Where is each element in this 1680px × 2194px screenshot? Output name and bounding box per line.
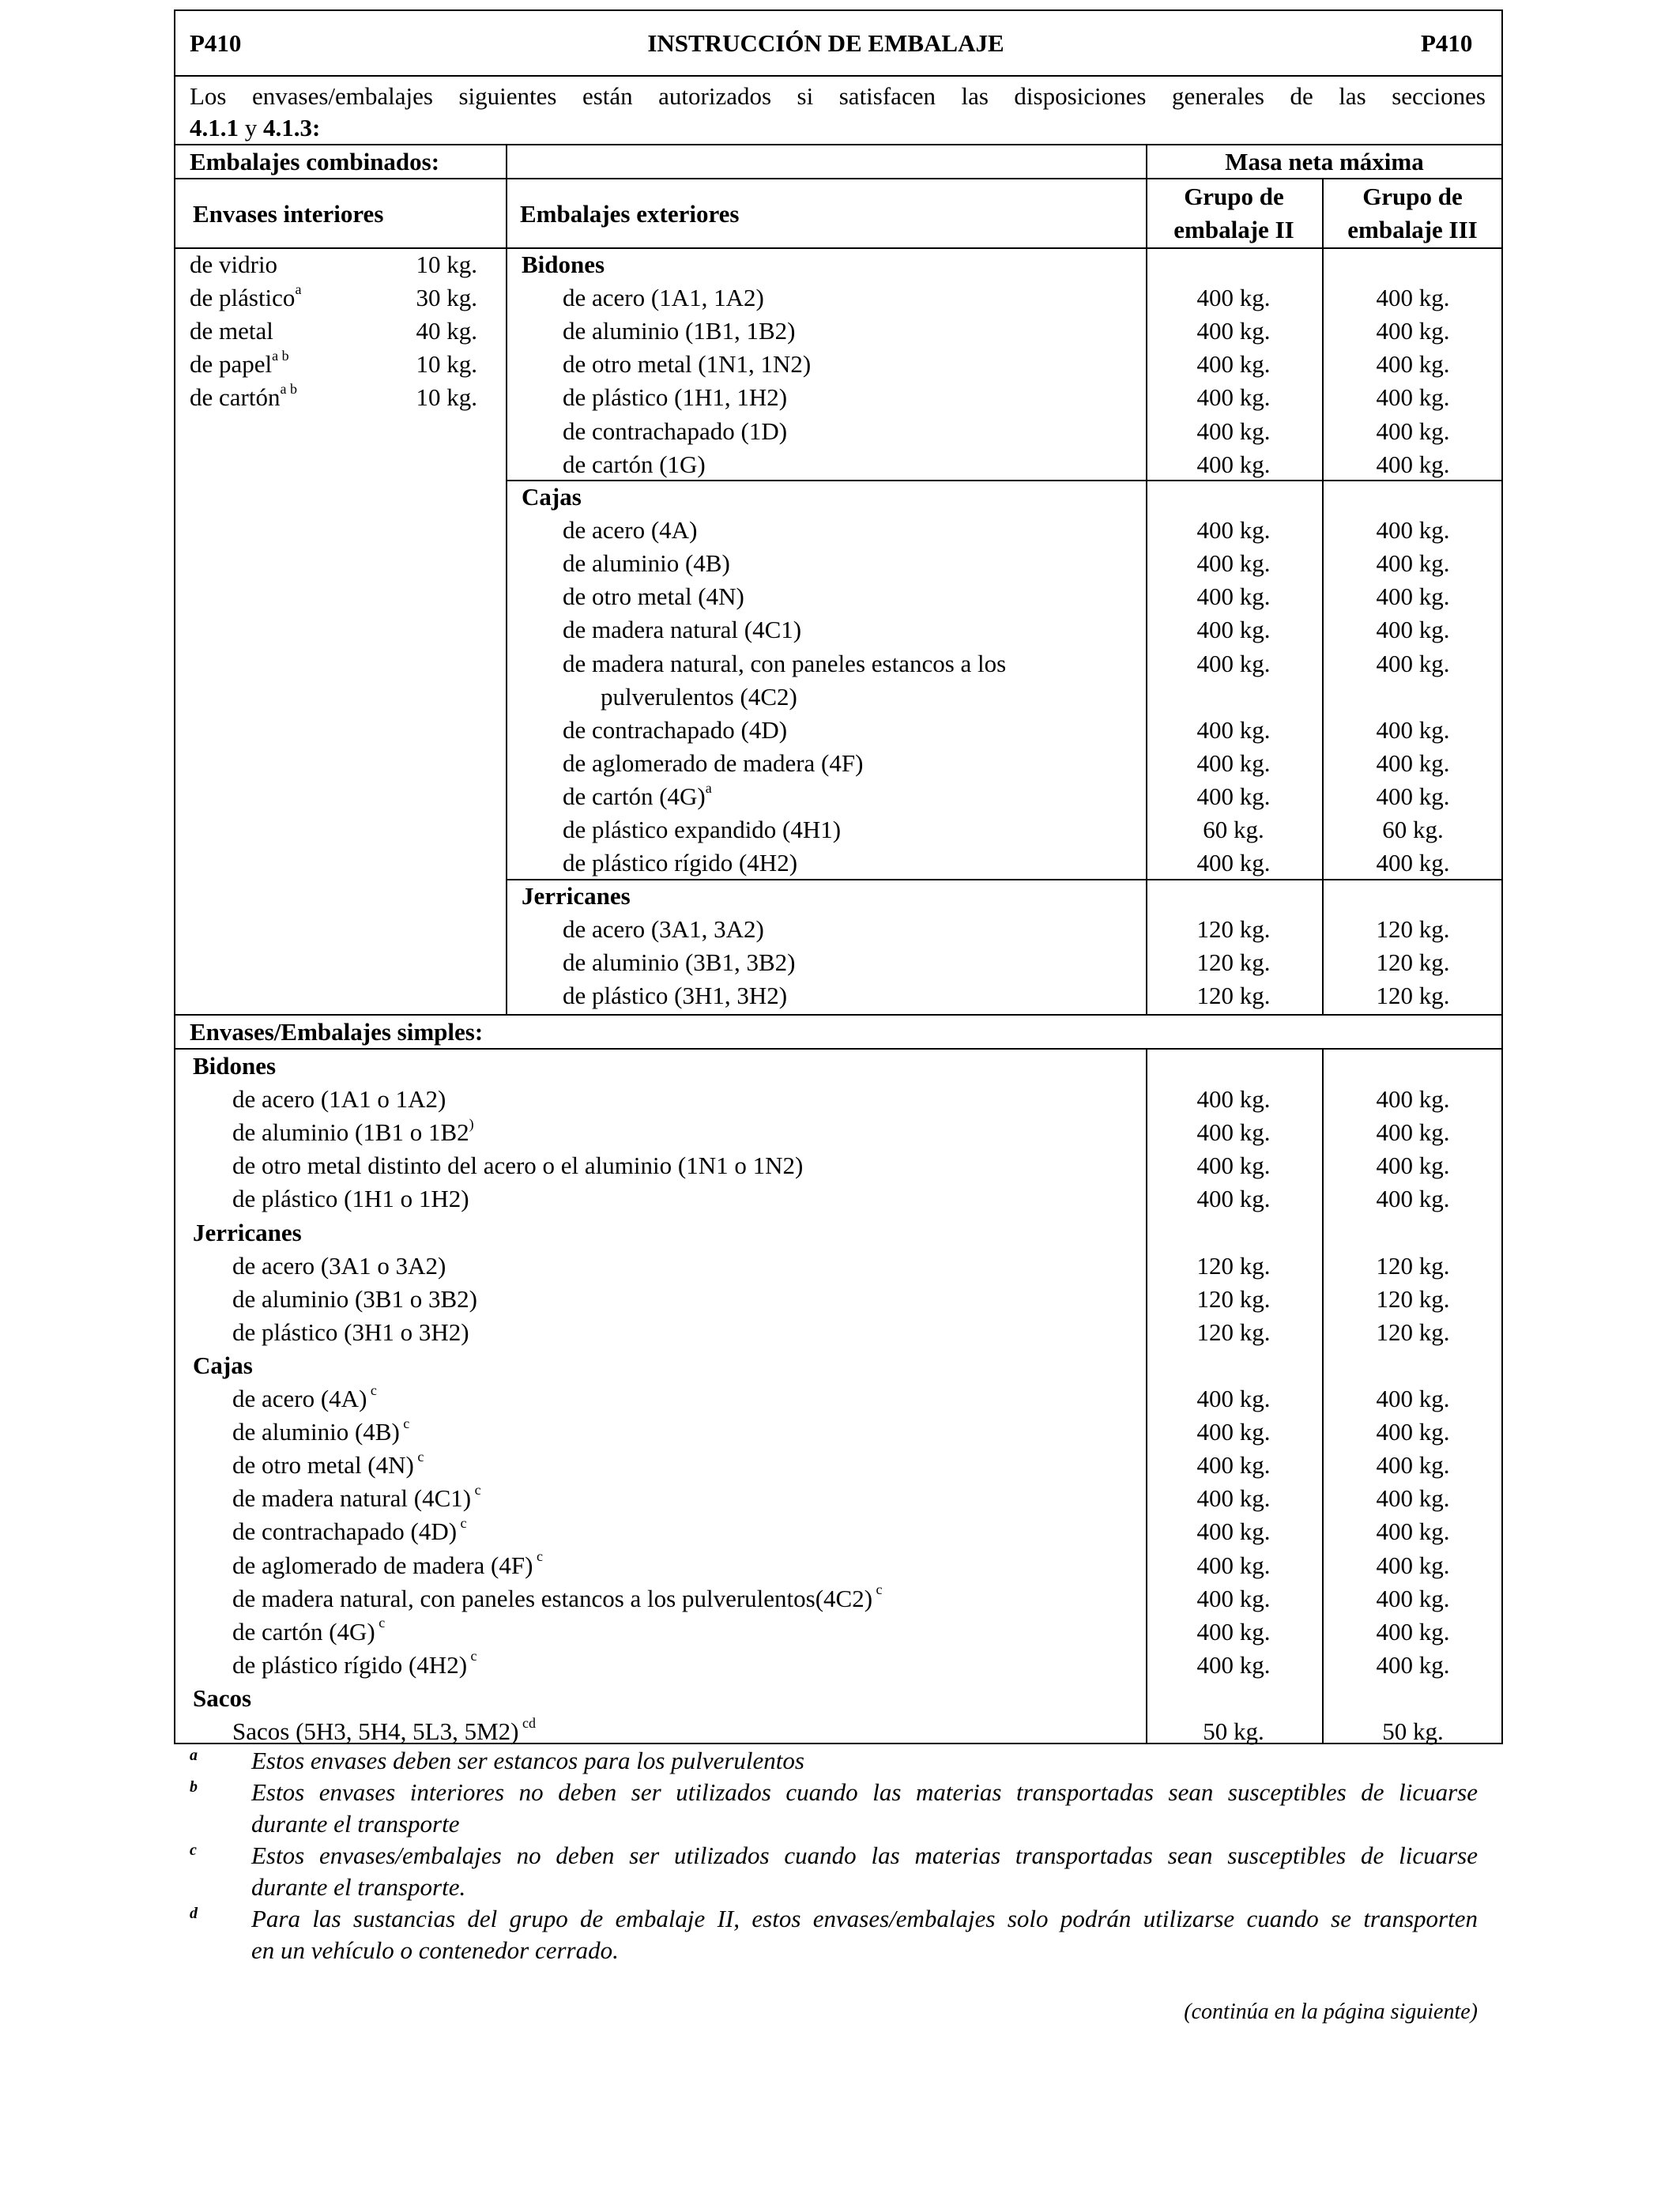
single-group-title: Sacos: [193, 1683, 252, 1712]
outer-item: [563, 415, 787, 448]
single-item: [232, 1116, 474, 1149]
section-ref-2: 4.1.3:: [263, 114, 321, 141]
page-title: INSTRUCCIÓN DE EMBALAJE: [647, 29, 1004, 57]
single-item-label-sup: c: [399, 1415, 410, 1431]
single-item-label-sup: ): [469, 1115, 474, 1132]
pg3-value: 60 kg.: [1382, 816, 1444, 843]
pg2-value: 50 kg.: [1203, 1717, 1264, 1745]
outer-item-label: de plástico (1H1, 1H2): [563, 383, 788, 412]
intro-line-2: [190, 111, 320, 145]
pg3-value: 400 kg.: [1376, 1617, 1450, 1646]
pg2-value: 400 kg.: [1196, 1584, 1271, 1612]
inner-name-sup: a b: [280, 381, 297, 398]
divider-single-pg2-pg3: [1322, 1048, 1324, 1744]
pg2-line-2: embalaje II: [1173, 216, 1294, 243]
single-item-label-sup: c: [375, 1615, 386, 1631]
inner-name: de metal: [190, 317, 273, 345]
single-item-label-sup: cd: [518, 1714, 536, 1731]
pg3-value: 400 kg.: [1376, 1551, 1450, 1579]
divider-pg2-pg3: [1322, 178, 1324, 1014]
single-item: [232, 1250, 446, 1283]
single-item-label-sup: c: [413, 1448, 424, 1465]
single-item: [232, 1149, 803, 1182]
single-item-label-sup: c: [457, 1515, 467, 1532]
pg3-value: 400 kg.: [1376, 383, 1450, 412]
code-right: P410: [1421, 29, 1473, 57]
outer-item: [563, 580, 744, 613]
outer-item-label: de cartón (4G): [563, 782, 706, 810]
pg2-value: 400 kg.: [1196, 1650, 1271, 1679]
outer-item-label: de otro metal (1N1, 1N2): [563, 350, 812, 379]
outer-group-title: Cajas: [522, 483, 582, 511]
outer-group-title: Jerricanes: [522, 882, 631, 910]
single-item: [232, 1083, 446, 1116]
pg2-value: 400 kg.: [1196, 649, 1271, 677]
pg2-value: 60 kg.: [1203, 816, 1264, 843]
single-item-label: de plástico (1H1 o 1H2): [232, 1185, 469, 1213]
pg3-value: 400 kg.: [1376, 1085, 1450, 1114]
pg3-value: 120 kg.: [1376, 1284, 1450, 1313]
single-item: [232, 1316, 469, 1349]
single-item-label: de contrachapado (4D): [232, 1517, 458, 1546]
footnote-mark: d: [190, 1905, 198, 1922]
single-item: [232, 1182, 469, 1216]
inner-row: [190, 248, 277, 281]
single-item-label: de acero (4A): [232, 1385, 367, 1412]
pg3-value: 120 kg.: [1376, 1251, 1450, 1280]
footnote-line: durante el transporte.: [251, 1873, 466, 1901]
outer-item: [563, 913, 764, 946]
outer-item-label: de aluminio (3B1, 3B2): [563, 948, 796, 977]
pg2-value: 400 kg.: [1196, 1484, 1271, 1513]
outer-item-label: de acero (4A): [563, 516, 698, 545]
mass-header: Masa neta máxima: [1225, 148, 1424, 175]
outer-item: [563, 613, 801, 647]
single-title: Envases/Embalajes simples:: [190, 1018, 484, 1046]
pg3-value: 400 kg.: [1376, 1118, 1450, 1147]
inner-name: de vidrio: [190, 251, 278, 278]
pg2-value: 400 kg.: [1196, 1551, 1271, 1579]
inner-qty: 10 kg.: [416, 350, 477, 379]
outer-item-label-sup: a: [705, 779, 712, 796]
outer-item-cont: pulverulentos (4C2): [601, 682, 797, 711]
rule-below-combined-title-mid: [506, 178, 1146, 179]
pg3-value: 400 kg.: [1376, 549, 1450, 578]
single-item-label: Sacos (5H3, 5H4, 5L3, 5M2): [232, 1717, 519, 1745]
continuation-note: (continúa en la página siguiente): [1184, 2000, 1478, 2024]
pg3-line-1: Grupo de: [1362, 183, 1463, 210]
pg2-value: 400 kg.: [1196, 383, 1271, 412]
outer-item-label: de aglomerado de madera (4F): [563, 748, 864, 777]
single-item-label: de cartón (4G): [232, 1617, 375, 1646]
outer-item-label: de plástico (3H1, 3H2): [563, 982, 788, 1010]
single-item: [232, 1615, 385, 1649]
pg2-value: 400 kg.: [1196, 549, 1271, 578]
inner-name: de cartón: [190, 383, 281, 412]
pg2-value: 120 kg.: [1196, 948, 1271, 977]
code-left: P410: [190, 29, 242, 57]
outer-item: [563, 448, 706, 481]
col-header-outer: Embalajes exteriores: [520, 200, 740, 228]
inner-row: [190, 315, 273, 348]
single-item: [232, 1549, 543, 1582]
pg2-line-1: Grupo de: [1184, 183, 1284, 210]
outer-item: [563, 315, 795, 348]
outer-item-label: de acero (1A1, 1A2): [563, 284, 764, 312]
single-item-label-sup: c: [533, 1548, 543, 1565]
footnote-mark: b: [190, 1778, 198, 1796]
pg3-line-2: embalaje III: [1347, 216, 1478, 243]
pg3-value: 400 kg.: [1376, 748, 1450, 777]
col-header-pg2: [1146, 180, 1322, 247]
single-group-title: Bidones: [193, 1052, 277, 1080]
single-item: [232, 1416, 409, 1449]
pg3-value: 400 kg.: [1376, 1152, 1450, 1180]
outer-item: [563, 348, 811, 381]
single-item-label: de aluminio (4B): [232, 1418, 400, 1446]
rule-below-header: [174, 75, 1503, 77]
outer-item: [563, 946, 795, 979]
inner-row: [190, 348, 289, 381]
inner-qty: 10 kg.: [416, 251, 477, 278]
footnote-line: Estos envases deben ser estancos para los pulverulentos: [251, 1747, 804, 1774]
pg2-value: 400 kg.: [1196, 582, 1271, 611]
inner-qty: 30 kg.: [416, 284, 477, 312]
outer-item-label: de acero (3A1, 3A2): [563, 915, 764, 944]
col-header-pg3: [1322, 180, 1503, 247]
inner-name: de plástico: [190, 284, 296, 312]
pg2-value: 400 kg.: [1196, 849, 1271, 877]
single-item: [232, 1715, 536, 1748]
outer-item: [563, 846, 797, 880]
pg3-value: 120 kg.: [1376, 948, 1450, 977]
footnote-line: durante el transporte: [251, 1810, 460, 1838]
outer-item-label: de aluminio (4B): [563, 549, 730, 578]
pg3-value: 400 kg.: [1376, 317, 1450, 345]
outer-item: [563, 979, 787, 1012]
single-item-label-sup: c: [471, 1481, 481, 1498]
pg2-value: 400 kg.: [1196, 1085, 1271, 1114]
pg2-value: 120 kg.: [1196, 1251, 1271, 1280]
pg2-value: 400 kg.: [1196, 1118, 1271, 1147]
single-group-title: Cajas: [193, 1351, 253, 1379]
single-item: [232, 1649, 477, 1682]
pg2-value: 400 kg.: [1196, 450, 1271, 478]
pg2-value: 400 kg.: [1196, 1385, 1271, 1412]
outer-item-label: de cartón (1G): [563, 450, 706, 478]
pg2-value: 400 kg.: [1196, 284, 1271, 312]
pg3-value: 400 kg.: [1376, 350, 1450, 379]
footnote-line: Estos envases interiores no deben ser utilizados cuando las materias transportadas sean susceptibles de licuarse: [251, 1778, 1478, 1806]
pg2-value: 120 kg.: [1196, 1284, 1271, 1313]
pg2-value: 400 kg.: [1196, 317, 1271, 345]
single-item-label: de plástico rígido (4H2): [232, 1650, 468, 1679]
divider-outer-mass: [1146, 144, 1147, 1014]
pg3-value: 120 kg.: [1376, 982, 1450, 1010]
outer-item: [563, 714, 787, 747]
pg3-value: 400 kg.: [1376, 1418, 1450, 1446]
pg3-value: 400 kg.: [1376, 284, 1450, 312]
pg2-value: 400 kg.: [1196, 1152, 1271, 1180]
single-item: [232, 1582, 883, 1615]
pg3-value: 120 kg.: [1376, 915, 1450, 944]
single-item-label: de plástico (3H1 o 3H2): [232, 1318, 469, 1346]
outer-item: [563, 547, 730, 580]
single-item-label-sup: c: [872, 1581, 883, 1598]
divider-single-mass: [1146, 1048, 1147, 1744]
pg3-value: 400 kg.: [1376, 1385, 1450, 1412]
single-item-label: de aluminio (1B1 o 1B2: [232, 1118, 469, 1147]
pg2-value: 120 kg.: [1196, 982, 1271, 1010]
outer-item: [563, 780, 712, 813]
pg2-value: 400 kg.: [1196, 1451, 1271, 1480]
outer-item: [563, 514, 697, 547]
pg3-value: 120 kg.: [1376, 1318, 1450, 1346]
pg3-value: 400 kg.: [1376, 849, 1450, 877]
footnote-mark: a: [190, 1747, 198, 1764]
pg2-value: 400 kg.: [1196, 1185, 1271, 1213]
single-item-label: de otro metal (4N): [232, 1451, 414, 1480]
single-item-label-sup: c: [467, 1648, 477, 1664]
pg3-value: 400 kg.: [1376, 450, 1450, 478]
combined-title: Embalajes combinados:: [190, 148, 440, 175]
pg3-value: 400 kg.: [1376, 1451, 1450, 1480]
footnote-line: en un vehículo o contenedor cerrado.: [251, 1936, 619, 1964]
outer-item: [563, 381, 787, 414]
single-group-title: Jerricanes: [193, 1218, 302, 1246]
outer-item-label: de aluminio (1B1, 1B2): [563, 317, 796, 345]
outer-item-label: de madera natural, con paneles estancos a los: [563, 649, 1007, 677]
pg3-value: 400 kg.: [1376, 1650, 1450, 1679]
outer-item: [563, 813, 841, 846]
pg2-value: 400 kg.: [1196, 350, 1271, 379]
outer-item: [563, 281, 764, 315]
outer-item-label: de contrachapado (4D): [563, 715, 788, 744]
pg3-value: 400 kg.: [1376, 1584, 1450, 1612]
inner-name-sup: a b: [272, 347, 289, 364]
pg3-value: 400 kg.: [1376, 1517, 1450, 1546]
inner-name-sup: a: [295, 281, 302, 297]
pg2-value: 400 kg.: [1196, 516, 1271, 545]
single-item-label-sup: c: [367, 1382, 377, 1398]
pg3-value: 50 kg.: [1382, 1717, 1444, 1745]
outer-group-title: Bidones: [522, 251, 605, 278]
pg3-value: 400 kg.: [1376, 649, 1450, 677]
pg3-value: 400 kg.: [1376, 582, 1450, 611]
intro-line-1: Los envases/embalajes siguientes están autorizados si satisfacen las disposiciones generales de las secciones: [190, 82, 1486, 110]
outer-item: [563, 647, 1006, 680]
pg2-value: 400 kg.: [1196, 715, 1271, 744]
single-item: [232, 1515, 467, 1548]
footnote-mark: c: [190, 1842, 197, 1859]
section-ref-1: 4.1.1: [190, 114, 239, 141]
pg2-value: 120 kg.: [1196, 1318, 1271, 1346]
pg3-value: 400 kg.: [1376, 616, 1450, 644]
pg2-value: 400 kg.: [1196, 748, 1271, 777]
divider-inner-outer: [506, 144, 507, 1014]
outer-item-label: de otro metal (4N): [563, 582, 744, 611]
single-item-label: de madera natural, con paneles estancos a los pulverulentos(4C2): [232, 1584, 873, 1612]
outer-item-label: de madera natural (4C1): [563, 616, 802, 644]
single-item-label: de otro metal distinto del acero o el aluminio (1N1 o 1N2): [232, 1152, 804, 1180]
pg2-value: 400 kg.: [1196, 616, 1271, 644]
pg2-value: 120 kg.: [1196, 915, 1271, 944]
single-item: [232, 1382, 377, 1416]
pg2-value: 400 kg.: [1196, 782, 1271, 810]
intro-and: y: [239, 114, 263, 141]
single-item-label: de aluminio (3B1 o 3B2): [232, 1284, 477, 1313]
pg2-value: 400 kg.: [1196, 1517, 1271, 1546]
single-item: [232, 1482, 481, 1515]
inner-qty: 10 kg.: [416, 383, 477, 412]
single-item: [232, 1449, 424, 1482]
inner-name: de papel: [190, 350, 273, 379]
outer-item: [563, 747, 863, 780]
single-item-label: de madera natural (4C1): [232, 1484, 472, 1513]
single-item-label: de acero (1A1 o 1A2): [232, 1085, 446, 1114]
outer-item-label: de contrachapado (1D): [563, 417, 788, 445]
outer-item-label: de plástico expandido (4H1): [563, 816, 842, 843]
pg3-value: 400 kg.: [1376, 516, 1450, 545]
inner-qty: 40 kg.: [416, 317, 477, 345]
pg3-value: 400 kg.: [1376, 417, 1450, 445]
outer-item-label: de plástico rígido (4H2): [563, 849, 798, 877]
pg2-value: 400 kg.: [1196, 1418, 1271, 1446]
footnote-line: Para las sustancias del grupo de embalaje II, estos envases/embalajes solo podrán utilizarse cuando se transporten: [251, 1905, 1478, 1932]
single-item-label: de aglomerado de madera (4F): [232, 1551, 533, 1579]
inner-row: [190, 281, 301, 315]
pg3-value: 400 kg.: [1376, 782, 1450, 810]
single-item-label: de acero (3A1 o 3A2): [232, 1251, 446, 1280]
pg3-value: 400 kg.: [1376, 715, 1450, 744]
pg2-value: 400 kg.: [1196, 1617, 1271, 1646]
footnote-line: Estos envases/embalajes no deben ser utilizados cuando las materias transportadas sean susceptibles de licuarse: [251, 1842, 1478, 1869]
pg3-value: 400 kg.: [1376, 1484, 1450, 1513]
single-item: [232, 1283, 477, 1316]
col-header-inner: Envases interiores: [193, 200, 384, 228]
inner-row: [190, 381, 297, 414]
pg2-value: 400 kg.: [1196, 417, 1271, 445]
pg3-value: 400 kg.: [1376, 1185, 1450, 1213]
